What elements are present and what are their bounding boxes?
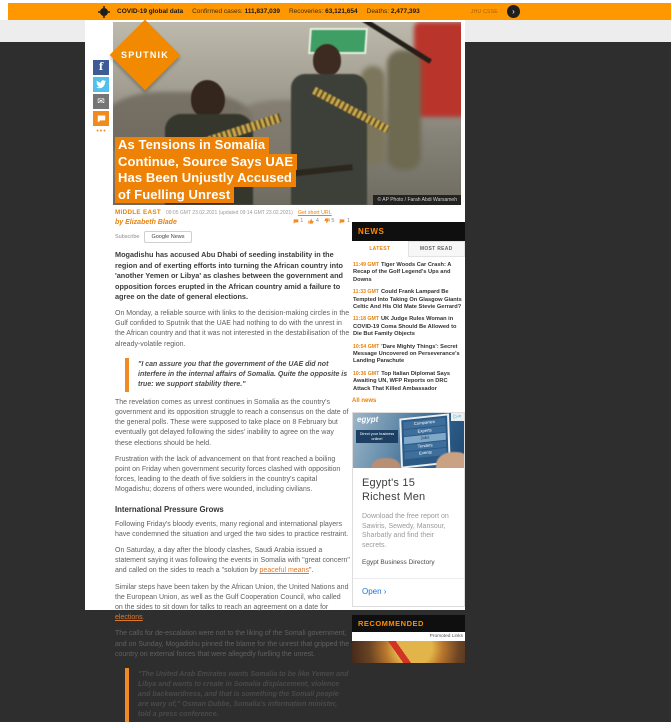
- ad-egypt-logo: egypt: [357, 415, 379, 425]
- latest-news-list: [352, 257, 465, 395]
- article-paragraph: Following Friday's bloody events, many regional and international players have condemned the situation and urged the two sides to practice restraint.: [115, 520, 349, 538]
- ad-screen-item: Jobs: [404, 433, 446, 444]
- google-news-button[interactable]: Google News: [144, 231, 191, 243]
- tab-most-read[interactable]: MOST READ: [408, 241, 466, 257]
- article-paragraph: The revelation comes as unrest continues in Somalia as the country's government and its opposition struggle to reach a consensus on the date of the general polls. These were supposed to take place on 8 February but eventually got delayed following the sides' inability to agree on the way these elections should be held.: [115, 398, 349, 447]
- covid-data-bar: [8, 3, 671, 20]
- dislike-count[interactable]: 5: [324, 218, 335, 224]
- twitter-bird-icon: [96, 80, 106, 89]
- news-list-item[interactable]: 11:33 GMT Could Frank Lampard Be Tempted Into Taking On Glasgow Giants Celtic And His Old Mate Stevie Gerrard?: [353, 289, 462, 311]
- thumb-down-icon: [324, 218, 330, 224]
- promoted-links-label: Promoted Links: [352, 632, 465, 641]
- article-lead-paragraph: Mogadishu has accused Abu Dhabi of seeding instability in the region and of exerting efforts into turning the African country into 'another Yemen or Libya' as clashes between the government and opposition forces erupted in the African country amid a failure to agree on the date of general elections.: [115, 250, 343, 302]
- hero-red-truck: [414, 22, 461, 117]
- recommended-thumbnail[interactable]: [352, 641, 465, 663]
- photo-credit: © AP Photo / Farah Abdi Warsameh: [373, 195, 461, 205]
- data-source-label: JHU CSSE: [470, 8, 498, 15]
- news-section-header: NEWS: [352, 222, 465, 241]
- sputnik-logo-text: SPUTNIK: [121, 50, 169, 60]
- news-list-item[interactable]: 11:18 GMT UK Judge Rules Woman in COVID-19 Coma Should Be Allowed to Die But Family Objects: [353, 316, 457, 338]
- share-rail: [93, 60, 110, 135]
- twitter-share-button[interactable]: [93, 77, 109, 92]
- ad-advertiser-name: Egypt Business Directory: [362, 559, 435, 567]
- section-link[interactable]: MIDDLE EAST: [115, 209, 161, 216]
- ad-title: Egypt's 15 Richest Men: [362, 477, 426, 503]
- subscribe-label[interactable]: Subscribe: [115, 234, 140, 240]
- comment-count[interactable]: 1: [293, 218, 304, 224]
- email-share-button[interactable]: ✉: [93, 94, 109, 109]
- hero-soldier-head: [191, 80, 225, 118]
- ad-screen-item: Events: [404, 448, 446, 459]
- article-paragraph: The calls for de-escalation were not to the liking of the Somali government, and on Sunday, Mogadishu pinned the blame for the unrest that gripped the country on external forces that were allegedly fuelling the unrest.: [115, 630, 350, 658]
- more-share-options-button[interactable]: •••: [96, 128, 107, 135]
- news-list-item[interactable]: 10:54 GMT 'Dare Mighty Things': Secret Message Uncovered on Perseverance's Landing Parachute: [353, 343, 460, 365]
- facebook-share-button[interactable]: f: [93, 60, 109, 75]
- ad-description: Download the free report on Sawiris, Sewedy, Mansour, Sharbatly and find their secrets.: [362, 513, 449, 549]
- get-short-url-link[interactable]: Get short URL: [297, 210, 332, 216]
- recommended-thumbnail-stripe: [352, 641, 465, 663]
- ad-screen-item: Experts: [404, 425, 446, 436]
- article-quote-block: "I can assure you that the government of the UAE did not interfere in the internal affairs of Somalia. Quite the opposite is true: we support stability there.": [125, 358, 350, 392]
- news-list-item[interactable]: 10:36 GMT Top Italian Diplomat Says Awaiting UN, WFP Reports on DRC Attack That Killed Ambassador: [353, 370, 451, 392]
- news-sidebar: [352, 222, 465, 663]
- comments-button[interactable]: [93, 111, 109, 126]
- comment-bubble-icon: [97, 115, 106, 123]
- ad-body: [353, 468, 464, 566]
- ad-open-link[interactable]: Open ›: [353, 578, 464, 606]
- article-paragraph: On Monday, a reliable source with links to the decision-making circles in the Gulf confided to Sputnik that the UAE had nothing to do with the unrest in the African country and that it was not interested in the destabilisation of the already-volatile region.: [115, 309, 350, 348]
- headline-line: of Fuelling Unrest: [115, 187, 234, 204]
- recommended-header: RECOMMENDED: [352, 615, 465, 632]
- recoveries-stat: Recoveries: 63,121,654: [288, 8, 358, 15]
- share-count[interactable]: 1: [339, 218, 350, 224]
- adchoices-icon[interactable]: ▷×: [451, 413, 464, 421]
- ad-screen-item: Tenders: [404, 440, 446, 451]
- article-headline: [115, 137, 297, 203]
- headline-line: Has Been Unjustly Accused: [115, 170, 296, 187]
- virus-icon: [100, 8, 108, 16]
- ad-hand-graphic: [371, 458, 401, 468]
- covid-bar-title: COVID-19 global data: [117, 8, 184, 15]
- hero-soldier-silhouette: [387, 50, 421, 170]
- hero-soldier-head: [313, 44, 341, 76]
- news-tabs: [352, 241, 465, 257]
- article-date: 09:05 GMT 23.02.2021 (updated 09:14 GMT 23.02.2021): [165, 210, 293, 216]
- like-count[interactable]: 4: [308, 218, 319, 224]
- article-column: [115, 209, 350, 722]
- headline-line: As Tensions in Somalia: [115, 137, 269, 154]
- tab-latest[interactable]: LATEST: [352, 241, 408, 257]
- news-list-item[interactable]: 11:49 GMT Tiger Woods Car Crash: A Recap of the Golf Legend's Ups and Downs: [353, 262, 452, 283]
- subscribe-row: [115, 231, 350, 243]
- article-paragraph: Similar steps have been taken by the African Union, the United Nations and the European Union, as well as the Gulf Cooperation Council, who called on the sides to sit down for talks to reach an agreement on a date for elections.: [115, 583, 349, 622]
- deaths-stat: Deaths: 2,477,393: [366, 8, 420, 15]
- ad-tagline: Direct your business online!: [356, 430, 398, 443]
- advertisement-card[interactable]: [352, 412, 465, 607]
- recoveries-value: 63,121,654: [325, 8, 358, 15]
- confirmed-cases-value: 111,837,039: [244, 8, 280, 15]
- author-byline[interactable]: by Elizabeth Blade: [115, 219, 177, 226]
- content-page: [85, 20, 465, 719]
- ad-screen-item: Companies: [403, 418, 445, 429]
- engagement-stats: [288, 218, 350, 224]
- thumb-up-icon: [308, 218, 314, 224]
- comment-bubble-icon: [293, 219, 299, 224]
- article-subheading: International Pressure Grows: [115, 504, 224, 514]
- headline-line: Continue, Source Says UAE: [115, 154, 297, 171]
- article-paragraph: Frustration with the lack of advancement on that front reached a boiling point on Friday when government security forces clashed with opposition forces, leading to the death of five soldiers in the country's capital Mogadishu; dozens of others were wounded, including civilians.: [115, 455, 341, 494]
- ad-image: [353, 413, 464, 468]
- confirmed-cases-stat: Confirmed cases: 111,837,039: [192, 8, 280, 15]
- covid-bar-expand-button[interactable]: ›: [507, 5, 520, 18]
- elections-link[interactable]: elections: [115, 614, 143, 622]
- article-quote-block: "The United Arab Emirates wants Somalia to be like Yemen and Libya and wants to create in Somalia displacement, violence and backwardness, and that is something the Somali people are wary of," Osman Dubbe, Somalia's information minister, told a press conference.: [125, 668, 350, 722]
- comment-bubble-icon: [339, 219, 345, 224]
- peaceful-means-link[interactable]: peaceful means: [259, 567, 309, 575]
- article-paragraph: On Saturday, a day after the bloody clashes, Saudi Arabia issued a statement saying it was following the events in Somalia with "great concern" and called on the sides to reach a "solution by peaceful means".: [115, 547, 350, 575]
- all-news-link[interactable]: All news: [352, 398, 377, 405]
- deaths-value: 2,477,393: [390, 8, 420, 15]
